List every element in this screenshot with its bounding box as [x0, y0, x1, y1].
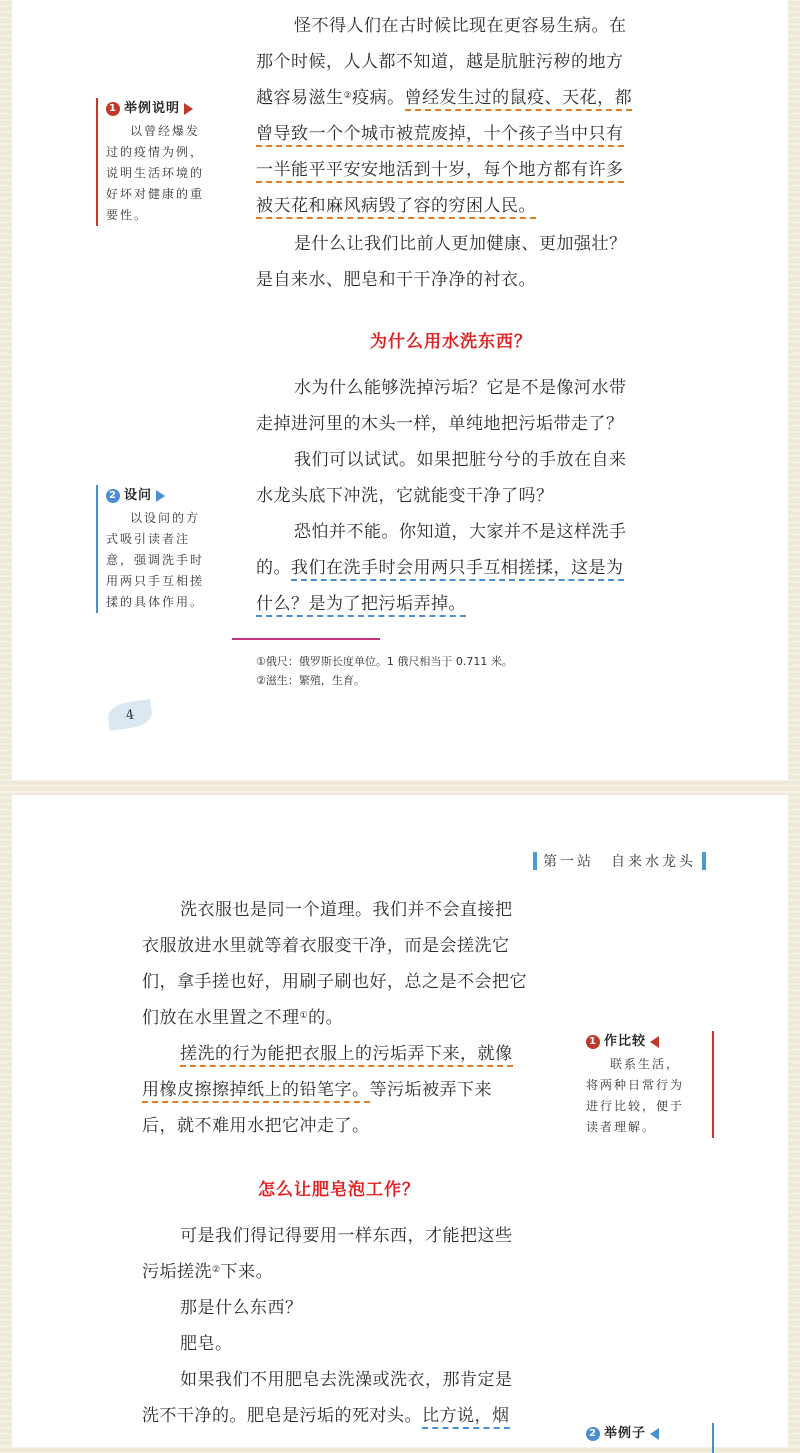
annotation-line: 用两只手互相搓	[106, 574, 205, 588]
example-underlined-text: 曾经发生过的鼠疫、天花，都	[405, 88, 633, 111]
annotation-line: 联系生活，	[610, 1057, 681, 1071]
number-badge: 1	[106, 102, 120, 116]
text-line: 们放在水里置之不理	[142, 1008, 300, 1028]
text-line: 是什么让我们比前人更加健康、更加强壮？	[294, 234, 627, 254]
comparison-underlined-text: 用橡皮擦擦掉纸上的铅笔字。	[142, 1080, 370, 1103]
annotation-line: 进行比较，便于	[586, 1099, 685, 1113]
paragraph-soap	[142, 1326, 233, 1362]
page-number: 4	[106, 699, 153, 731]
footnote-ref-1[interactable]: ①	[299, 1011, 309, 1021]
running-header	[533, 851, 706, 871]
annotation-label: 举例说明	[124, 101, 181, 116]
triangle-left-icon	[650, 1036, 659, 1048]
text-line: 后，就不难用水把它冲走了。	[142, 1116, 370, 1136]
paragraph-health	[256, 226, 627, 298]
text-line: 洗衣服也是同一个道理。我们并不会直接把	[180, 900, 513, 920]
example-underlined-text: 一半能平平安安地活到十岁，每个地方都有许多	[256, 160, 624, 183]
header-bar-left	[533, 852, 537, 870]
footnote-divider	[232, 638, 380, 640]
paragraph-without-soap	[142, 1362, 513, 1434]
footnote-ref-2[interactable]: ②	[343, 91, 353, 101]
text-line: 那是什么东西？	[180, 1298, 303, 1318]
text-line: 我们可以试试。如果把脏兮兮的手放在自来	[294, 450, 627, 470]
annotation-line: 读者理解。	[586, 1120, 657, 1134]
paragraph-scrubbing	[142, 1036, 513, 1144]
question-underlined-text: 我们在洗手时会用两只手互相搓揉，这是为	[291, 558, 624, 581]
annotation-label: 作比较	[604, 1034, 647, 1049]
text-line: 水龙头底下冲洗，它就能变干净了吗？	[256, 486, 554, 506]
annotation-line: 过的疫情为例，	[106, 145, 205, 159]
annotation-label: 举例子	[604, 1426, 647, 1441]
text-line: 是自来水、肥皂和干干净净的衬衣。	[256, 270, 536, 290]
number-badge: 2	[106, 489, 120, 503]
annotation-line: 好坏对健康的重	[106, 187, 205, 201]
text-line: 的。	[308, 1008, 344, 1028]
header-bar-right	[702, 852, 706, 870]
text-line: 怪不得人们在古时候比现在更容易生病。在	[294, 16, 627, 36]
paragraph-diseases	[256, 8, 632, 224]
text-line: 水为什么能够洗掉污垢？它是不是像河水带	[294, 378, 627, 398]
triangle-right-icon	[156, 490, 165, 502]
text-line: 恐怕并不能。你知道，大家并不是这样洗手	[294, 522, 627, 542]
text-line: 等污垢被弄下来	[369, 1080, 492, 1100]
text-line: 如果我们不用肥皂去洗澡或洗衣，那肯定是	[180, 1370, 513, 1390]
annotation-rhetorical-question	[96, 485, 226, 613]
annotation-line: 意，强调洗手时	[106, 553, 205, 567]
example-underlined-text: 被天花和麻风病毁了容的穷困人民。	[256, 196, 536, 219]
section-heading-why-water: 为什么用水洗东西？	[370, 332, 532, 352]
annotation-title	[586, 1031, 706, 1052]
question-underlined-text: 什么？是为了把污垢弄掉。	[256, 594, 466, 617]
annotation-title	[106, 98, 226, 119]
footnotes	[256, 652, 513, 690]
paragraph-need-something	[142, 1218, 513, 1290]
paragraph-try-it	[256, 442, 627, 514]
annotation-line: 要性。	[106, 208, 149, 222]
text-line: 下来。	[220, 1262, 274, 1282]
annotation-line: 以曾经爆发	[130, 124, 201, 138]
annotation-line: 说明生活环境的	[106, 166, 205, 180]
text-line: 的。	[256, 558, 291, 578]
annotation-line: 将两种日常行为	[586, 1078, 685, 1092]
text-line: 们，拿手搓也好，用刷子刷也好，总之是不会把它	[142, 972, 527, 992]
number-badge: 1	[586, 1035, 600, 1049]
annotation-line: 揉的具体作用。	[106, 595, 205, 609]
comparison-underlined-text: 搓洗的行为能把衣服上的污垢弄下来，就像	[180, 1044, 513, 1067]
triangle-left-icon	[650, 1428, 659, 1440]
text-line: 那个时候，人人都不知道，越是肮脏污秽的地方	[256, 52, 624, 72]
number-badge: 2	[586, 1427, 600, 1441]
annotation-title	[106, 485, 226, 506]
annotation-line: 式吸引读者注	[106, 532, 191, 546]
example-underlined-text: 曾导致一个个城市被荒废掉，十个孩子当中只有	[256, 124, 624, 147]
text-line: 洗不干净的。肥皂是污垢的死对头。	[142, 1406, 422, 1426]
footnote-2: ②滋生：繁殖，生育。	[256, 674, 365, 687]
footnote-ref-2[interactable]: ②	[212, 1265, 221, 1275]
footnote-1: ①俄尺：俄罗斯长度单位。1 俄尺相当于 0.711 米。	[256, 655, 513, 668]
annotation-line: 以设问的方	[130, 511, 201, 525]
text-line: 可是我们得记得要用一样东西，才能把这些	[180, 1226, 513, 1246]
book-page-5	[12, 795, 788, 1447]
chapter-title: 第一站 自来水龙头	[543, 854, 696, 870]
annotation-example-2	[586, 1423, 714, 1453]
paragraph-what-is-it	[142, 1290, 303, 1326]
annotation-label: 设问	[124, 488, 153, 503]
example-underlined-text: 比方说，烟	[422, 1406, 510, 1429]
annotation-comparison	[586, 1031, 714, 1138]
annotation-title	[586, 1423, 706, 1444]
text-line: 越容易滋生	[256, 88, 344, 108]
text-line: 污垢搓洗	[142, 1262, 212, 1282]
text-line: 疫病。	[352, 88, 405, 108]
paragraph-laundry	[142, 892, 527, 1036]
triangle-right-icon	[184, 103, 193, 115]
paragraph-water-question	[256, 370, 627, 442]
text-line: 肥皂。	[180, 1334, 233, 1354]
paragraph-hand-washing	[256, 514, 627, 622]
text-line: 走掉进河里的木头一样，单纯地把污垢带走了？	[256, 414, 624, 434]
text-line: 衣服放进水里就等着衣服变干净，而是会搓洗它	[142, 936, 510, 956]
annotation-example	[96, 98, 226, 226]
section-heading-soap: 怎么让肥皂泡工作？	[258, 1180, 420, 1200]
book-page-4	[12, 0, 788, 780]
